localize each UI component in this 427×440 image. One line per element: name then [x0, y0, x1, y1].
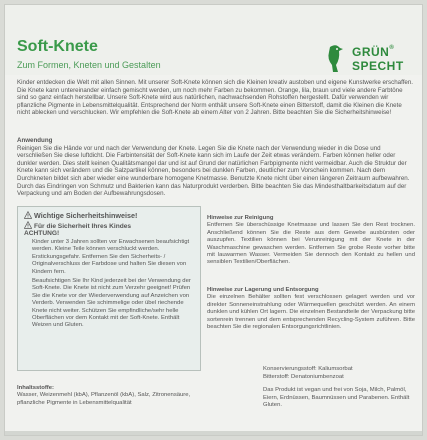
- product-title: Soft-Knete: [17, 38, 98, 55]
- warnings-body: [32, 239, 194, 330]
- warning-paragraph: Kinder unter 3 Jahren sollten vor Erwachsenen beaufsichtigt werden. Kleine Teile können verschluckt werden. Erstickungsgefahr. Entfernen Sie den Sicherheits- / Originalverschluss der Farbdose und halten Sie diesen von Kindern fern.: [32, 239, 190, 275]
- ingredients-text: Wasser, Weizenmehl (kbA), Pflanzenöl (kbA), Salz, Zitronensäure, pflanzliche Pigmente in Lebensmittelqualität: [17, 392, 191, 406]
- warning-triangle-icon: [24, 211, 32, 219]
- storage-heading: Hinweise zur Lagerung und Entsorgung: [207, 287, 319, 293]
- warnings-title: Wichtige Sicherheitshinweise!: [24, 211, 194, 220]
- preservative-line: Konservierungsstoff: Kaliumsorbat: [263, 366, 353, 372]
- brand-logo: [324, 41, 410, 81]
- bitter-agent-line: Bitterstoff: Denatoniumbenzoat: [263, 373, 344, 380]
- logo-text-line2: SPECHT: [352, 59, 404, 73]
- ingredients-section: [17, 385, 197, 407]
- warning-paragraph: Beaufsichtigen Sie Ihr Kind jederzeit bei der Verwendung der Soft-Knete. Die Knete ist nicht zum Verzehr geeignet! Prüfen Sie die Knete vor der Wiederverwendung auf Anzeichen von Verderb. Verwenden Sie schimmelige oder übel riechende Knete nicht weiter. Schützen Sie empfindliche/sehr helle Oberflächen vor dem Kontakt mit der Soft-Knete. Enthält Weizen und Gluten.: [32, 278, 191, 329]
- usage-heading: Anwendung: [17, 137, 53, 144]
- vegan-info: Das Produkt ist vegan und frei von Soja, Milch, Palmöl, Eiern, Erdnüssen, Baumnüssen und Parabenen. Enthält Gluten.: [263, 387, 410, 409]
- logo-text-line1: GRÜN®: [352, 45, 395, 59]
- usage-section: [17, 137, 413, 198]
- woodpecker-icon: [324, 43, 344, 73]
- cleaning-heading: Hinweise zur Reinigung: [207, 215, 274, 221]
- storage-section: [207, 287, 415, 331]
- product-subtitle: Zum Formen, Kneten und Gestalten: [17, 60, 161, 70]
- warnings-achtung: ACHTUNG!: [24, 230, 60, 237]
- warnings-subtitle: Für die Sicherheit Ihres Kindes: [24, 221, 194, 230]
- safety-warnings-box: [17, 206, 201, 371]
- usage-text: Reinigen Sie die Hände vor und nach der Verwendung der Knete. Legen Sie die Knete nach der Verwendung wieder in die Dose und verschließen Sie diese luftdicht. Die Farbintensität der Soft-Knete kann sich im Laufe der Zeit etwas verändern. Farben können heller oder dunkler werden. Dies stellt keinen Qualitätsmangel dar und ist auf Grund der natürlichen Farbpigmente nicht vermeidbar. Auch die Struktur der Knete kann sich verändern und die Salzpartikel können, besonders bei dunklen Farben, deutlicher zum Vorschein kommen. Nach dem Durchkneten bildet sich aber wieder eine wunderbare homogene Knetmasse. Benutzte Knete nicht über einen längeren Zeitraum aufbewahren. Durch das Eindringen von Schmutz und Bakterien kann das Naturprodukt verderben. Bitte beachten Sie das Mindesthaltbarkeitsdatum auf der Verpackung und am Boden der Aufbewahrungsdosen.: [17, 144, 410, 198]
- ingredients-heading: Inhaltsstoffe:: [17, 385, 54, 391]
- cleaning-text: Entfernen Sie überschüssige Knetmasse und lassen Sie den Rest trocknen. Anschließend können Sie die Reste aus dem Gewebe ausbürsten oder auszupfen. Textilien können bei Verunreinigung mit der Knete in der Waschmaschine gewaschen werden. Entfernen Sie grobe Reste vorher bitte mit lauwarmen Wasser. Vermeiden Sie dennoch den Kontakt zu hellen und sensiblen Textilien/Oberflächen.: [207, 222, 415, 266]
- cleaning-section: [207, 215, 415, 267]
- warning-triangle-icon: [24, 221, 32, 229]
- intro-text: Kinder entdecken die Welt mit allen Sinnen. Mit unserer Soft-Knete können sich die Kleinen kreativ austoben und eigene Kunstwerke erschaffen. Die Knete kann untereinander einfach gemischt werden, um noch mehr Farben zu bekommen. Orange, lila, braun und viele andere Farbtöne sind so ganz einfach herstellbar. Unsere Soft-Knete wird aus natürlichen, nachwachsenden Rohstoffen hergestellt. Dafür verwenden wir pflanzliche Pigmente in Lebensmittelqualität. Entsprechend der Norm enthält unsere Soft-Knete einen Bitterstoff, damit die Kleinen die Knete nicht ablecken und verschlucken. Wir empfehlen die Soft-Knete ab einem Alter von 2 Jahren. Bitte beachten Sie die Sicherheitshinweise!: [17, 79, 414, 117]
- bottom-edge: [5, 431, 422, 435]
- packaging-panel: [4, 4, 423, 436]
- preservative-info: [263, 366, 413, 381]
- storage-text: Die einzelnen Behälter sollten fest verschlossen gelagert werden und vor direkter Sonneneinstrahlung oder Wärmequellen geschützt werden. An einem dunklen und kühlen Ort lagern. Die einzelnen Bestandteile der Verpackung bitte sortenrein trennen und dem entsprechenden Recycling-System zuführen. Bitte beachten Sie die regionalen Entsorgungsrichtlinien.: [207, 294, 415, 331]
